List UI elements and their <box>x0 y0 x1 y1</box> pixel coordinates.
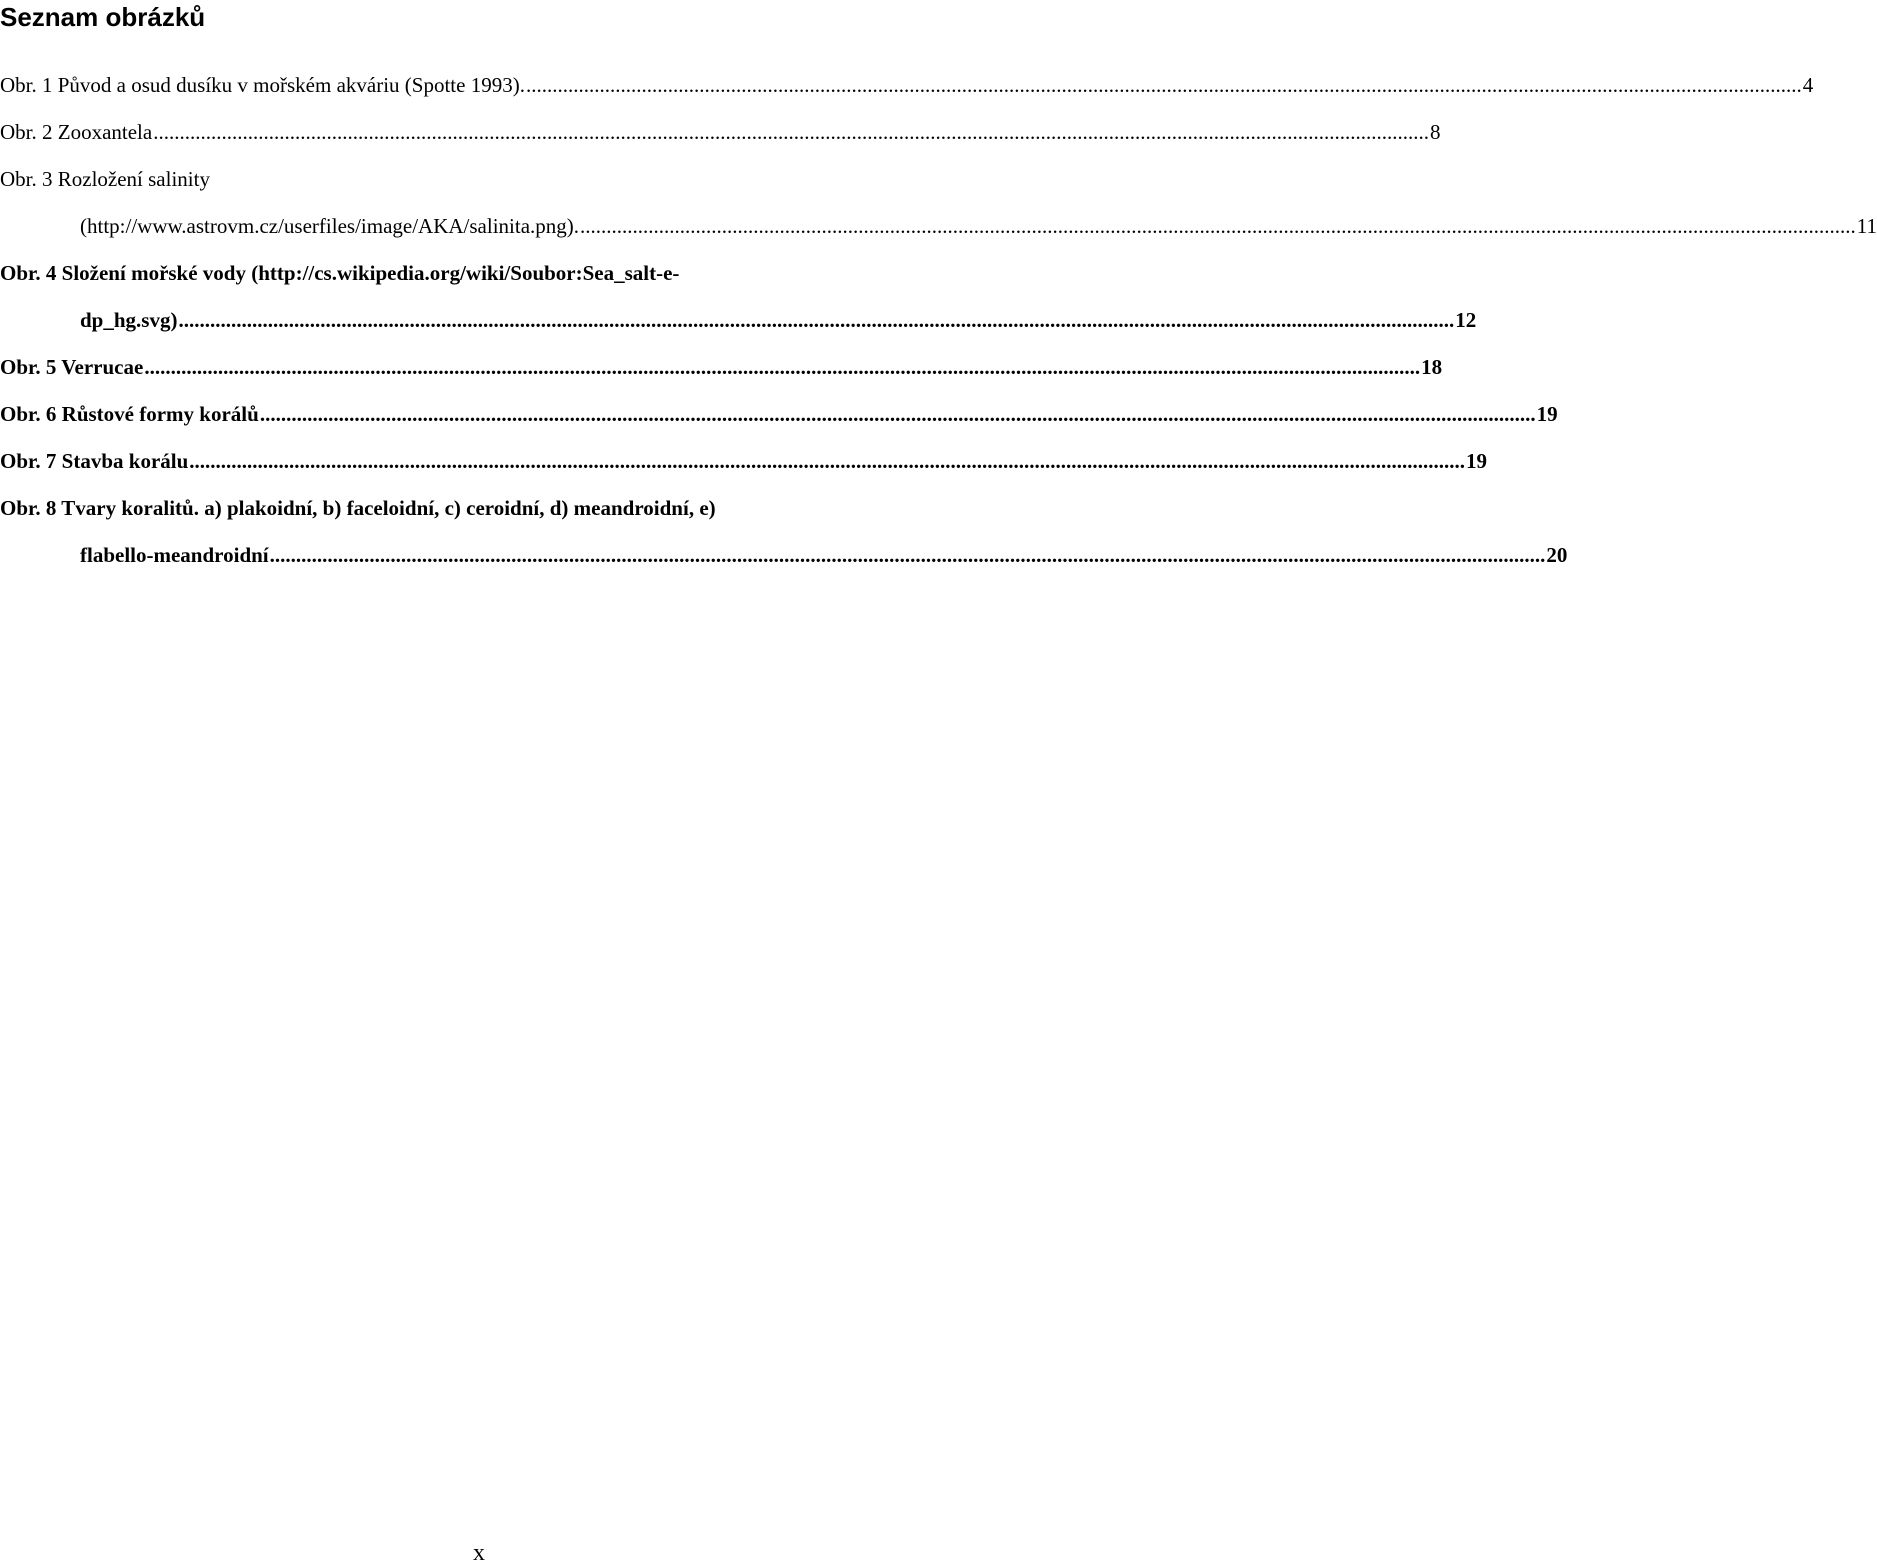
dot-leader <box>178 297 1454 344</box>
toc-entry-page: 12 <box>1455 308 1477 332</box>
toc-entry-page: 8 <box>1429 120 1441 144</box>
toc-entry-3[interactable] <box>0 156 1877 250</box>
toc-entry-5[interactable] <box>0 344 1443 391</box>
dot-leader <box>144 344 1420 391</box>
toc-entry-page: 4 <box>1802 73 1814 97</box>
list-of-figures <box>0 62 1877 579</box>
toc-entry-label-line1: Obr. 4 Složení mořské vody (http://cs.wikipedia.org/wiki/Soubor:Sea_salt-e- <box>0 261 680 285</box>
toc-entry-2[interactable] <box>0 109 1441 156</box>
toc-entry-label: Obr. 6 Růstové formy korálů <box>0 402 259 426</box>
toc-entry-label: flabello-meandroidní <box>80 543 269 567</box>
toc-entry-8[interactable] <box>0 485 1568 579</box>
toc-entry-page: 18 <box>1421 355 1443 379</box>
dot-leader <box>189 438 1465 485</box>
toc-entry-label-line1: Obr. 3 Rozložení salinity <box>0 167 210 191</box>
toc-entry-page: 11 <box>1856 214 1877 238</box>
dot-leader <box>260 391 1536 438</box>
toc-entry-6[interactable] <box>0 391 1558 438</box>
page-title: Seznam obrázků <box>0 2 206 32</box>
toc-entry-page: 19 <box>1536 402 1558 426</box>
toc-entry-label: dp_hg.svg) <box>80 308 178 332</box>
dot-leader <box>580 203 1856 250</box>
toc-entry-label: Obr. 2 Zooxantela <box>0 120 153 144</box>
toc-entry-label: (http://www.astrovm.cz/userfiles/image/AKA/salinita.png). <box>80 214 580 238</box>
toc-entry-label-line1: Obr. 8 Tvary koralitů. a) plakoidní, b) faceloidní, c) ceroidní, d) meandroidní, e) <box>0 496 716 520</box>
dot-leader <box>270 532 1546 579</box>
toc-entry-7[interactable] <box>0 438 1488 485</box>
page-number: x <box>473 1540 485 1566</box>
toc-entry-label: Obr. 1 Původ a osud dusíku v mořském akváriu (Spotte 1993). <box>0 73 525 97</box>
dot-leader <box>153 109 1429 156</box>
toc-entry-label: Obr. 5 Verrucae <box>0 355 144 379</box>
toc-entry-4[interactable] <box>0 250 1477 344</box>
toc-entry-page: 20 <box>1546 543 1568 567</box>
dot-leader <box>526 62 1802 109</box>
toc-entry-1[interactable] <box>0 62 1814 109</box>
toc-entry-label: Obr. 7 Stavba korálu <box>0 449 189 473</box>
toc-entry-page: 19 <box>1466 449 1488 473</box>
